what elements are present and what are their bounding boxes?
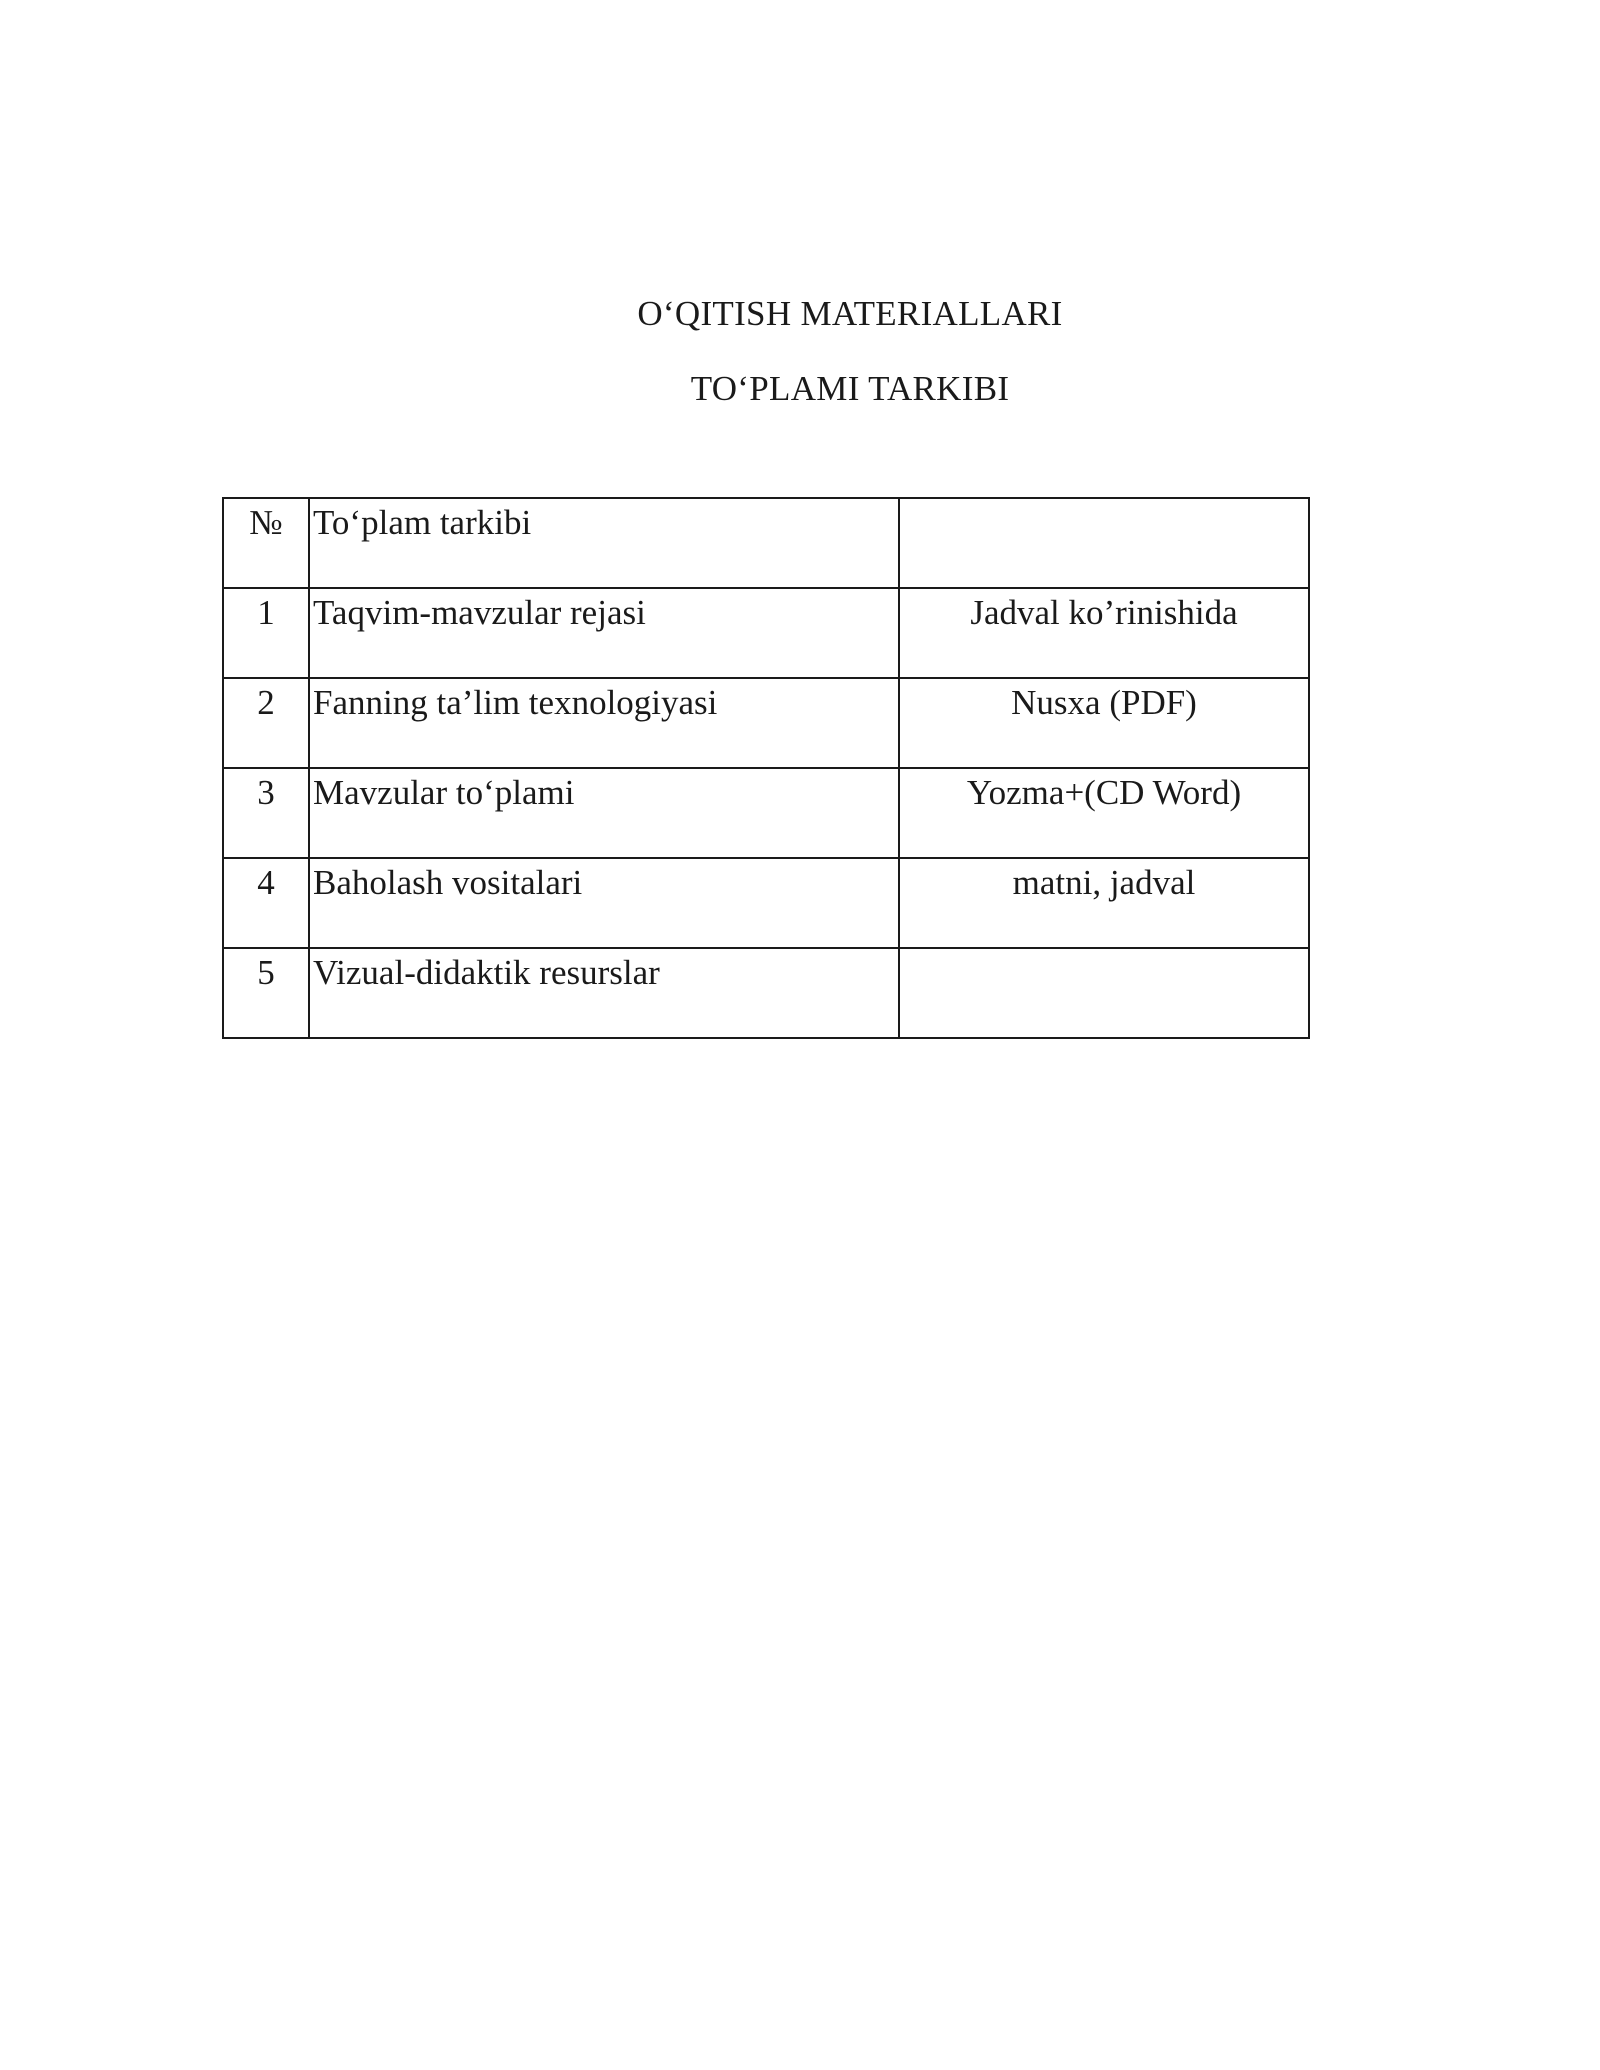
row-number: 2 bbox=[223, 678, 309, 768]
table-header-row bbox=[223, 498, 1309, 588]
row-name: Mavzular to‘plami bbox=[309, 768, 899, 858]
row-number: 1 bbox=[223, 588, 309, 678]
row-number: 4 bbox=[223, 858, 309, 948]
row-number: 5 bbox=[223, 948, 309, 1038]
contents-table bbox=[222, 497, 1310, 1039]
table-row bbox=[223, 858, 1309, 948]
table-row bbox=[223, 768, 1309, 858]
row-number: 3 bbox=[223, 768, 309, 858]
row-form: matni, jadval bbox=[899, 858, 1309, 948]
table-row bbox=[223, 678, 1309, 768]
row-name: Fanning ta’lim texnologiyasi bbox=[309, 678, 899, 768]
row-form bbox=[899, 948, 1309, 1038]
title-line-1: O‘QITISH MATERIALLARI bbox=[637, 294, 1063, 333]
header-number: № bbox=[223, 498, 309, 588]
document-title bbox=[0, 276, 1600, 426]
row-name: Vizual-didaktik resurslar bbox=[309, 948, 899, 1038]
table-row bbox=[223, 588, 1309, 678]
header-name: To‘plam tarkibi bbox=[309, 498, 899, 588]
row-name: Taqvim-mavzular rejasi bbox=[309, 588, 899, 678]
title-line-2: TO‘PLAMI TARKIBI bbox=[690, 369, 1010, 408]
header-form bbox=[899, 498, 1309, 588]
row-form: Nusxa (PDF) bbox=[899, 678, 1309, 768]
table-row bbox=[223, 948, 1309, 1038]
row-form: Yozma+(CD Word) bbox=[899, 768, 1309, 858]
row-form: Jadval ko’rinishida bbox=[899, 588, 1309, 678]
row-name: Baholash vositalari bbox=[309, 858, 899, 948]
